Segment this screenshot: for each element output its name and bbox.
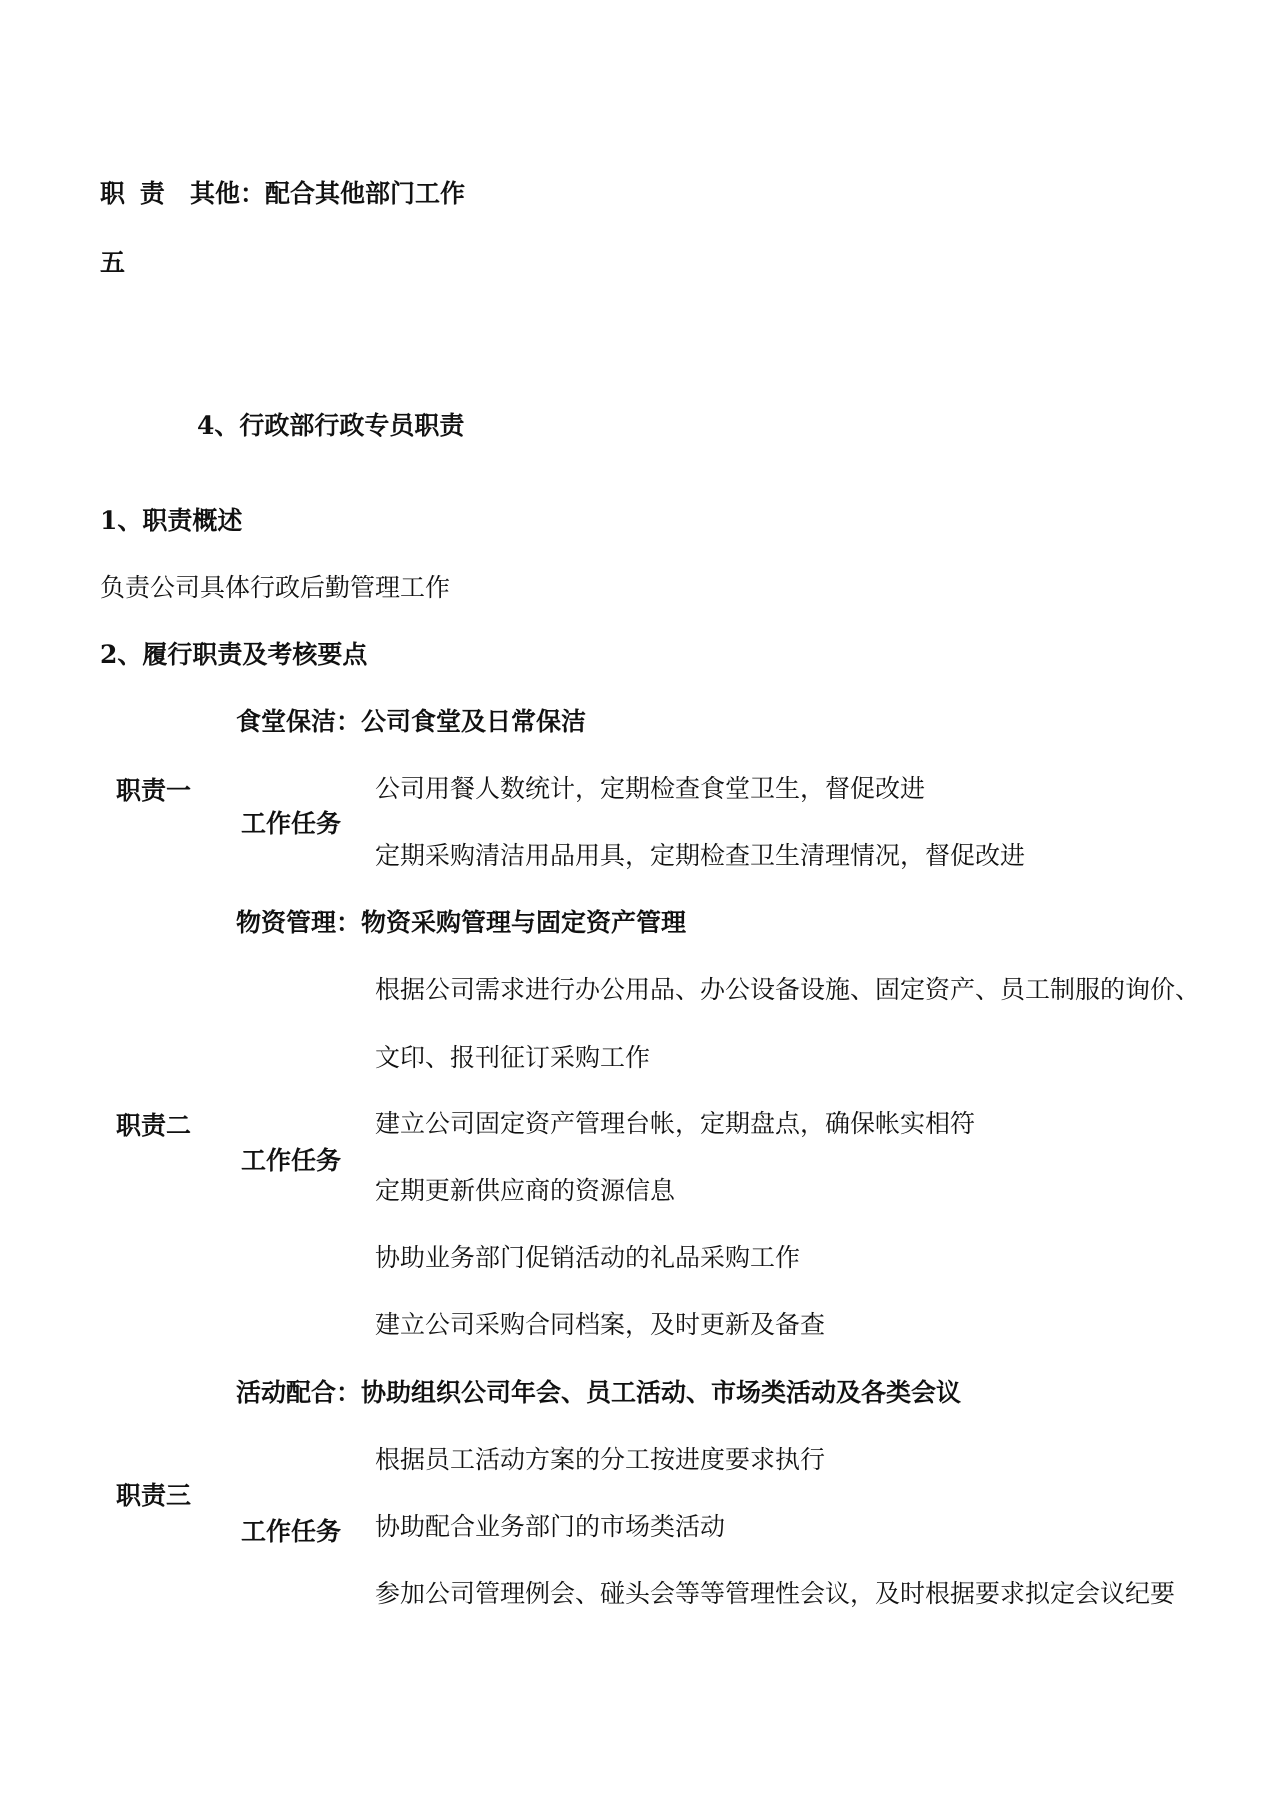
duty-2-task-label: 工作任务 <box>241 1146 342 1175</box>
duties-title: 2、履行职责及考核要点 <box>100 640 368 669</box>
duty-2-task: 定期更新供应商的资源信息 <box>375 1176 676 1205</box>
duty-2-title: 物资管理：物资采购管理与固定资产管理 <box>236 908 687 937</box>
overview-text: 负责公司具体行政后勤管理工作 <box>100 573 451 602</box>
duty-3-task: 协助配合业务部门的市场类活动 <box>375 1512 726 1541</box>
prev-duty-title: 其他：配合其他部门工作 <box>190 179 466 208</box>
duty-1-task: 公司用餐人数统计，定期检查食堂卫生，督促改进 <box>375 774 926 803</box>
duty-2-task: 建立公司采购合同档案，及时更新及备查 <box>375 1310 826 1339</box>
duty-2-task: 文印、报刊征订采购工作 <box>375 1043 651 1072</box>
duty-3-task-label: 工作任务 <box>241 1517 342 1546</box>
duty-3-title: 活动配合：协助组织公司年会、员工活动、市场类活动及各类会议 <box>236 1378 962 1407</box>
duty-3-task: 根据员工活动方案的分工按进度要求执行 <box>375 1445 826 1474</box>
duty-2-label: 职责二 <box>116 1111 192 1140</box>
duty-1-title: 食堂保洁：公司食堂及日常保洁 <box>236 707 587 736</box>
duty-2-task: 根据公司需求进行办公用品、办公设备设施、固定资产、员工制服的询价、 <box>375 975 1201 1004</box>
prev-duty-number: 五 <box>100 248 126 277</box>
duty-3-label: 职责三 <box>116 1481 192 1510</box>
prev-duty-label: 职 责 <box>100 179 165 208</box>
section-heading: 4、行政部行政专员职责 <box>197 411 465 440</box>
overview-title: 1、职责概述 <box>100 506 243 535</box>
duty-2-task: 协助业务部门促销活动的礼品采购工作 <box>375 1243 801 1272</box>
duty-1-task-label: 工作任务 <box>241 809 342 838</box>
duty-1-task: 定期采购清洁用品用具，定期检查卫生清理情况，督促改进 <box>375 841 1026 870</box>
duty-1-label: 职责一 <box>116 776 192 805</box>
duty-2-task: 建立公司固定资产管理台帐，定期盘点，确保帐实相符 <box>375 1109 976 1138</box>
duty-3-task: 参加公司管理例会、碰头会等等管理性会议，及时根据要求拟定会议纪要 <box>375 1579 1176 1608</box>
